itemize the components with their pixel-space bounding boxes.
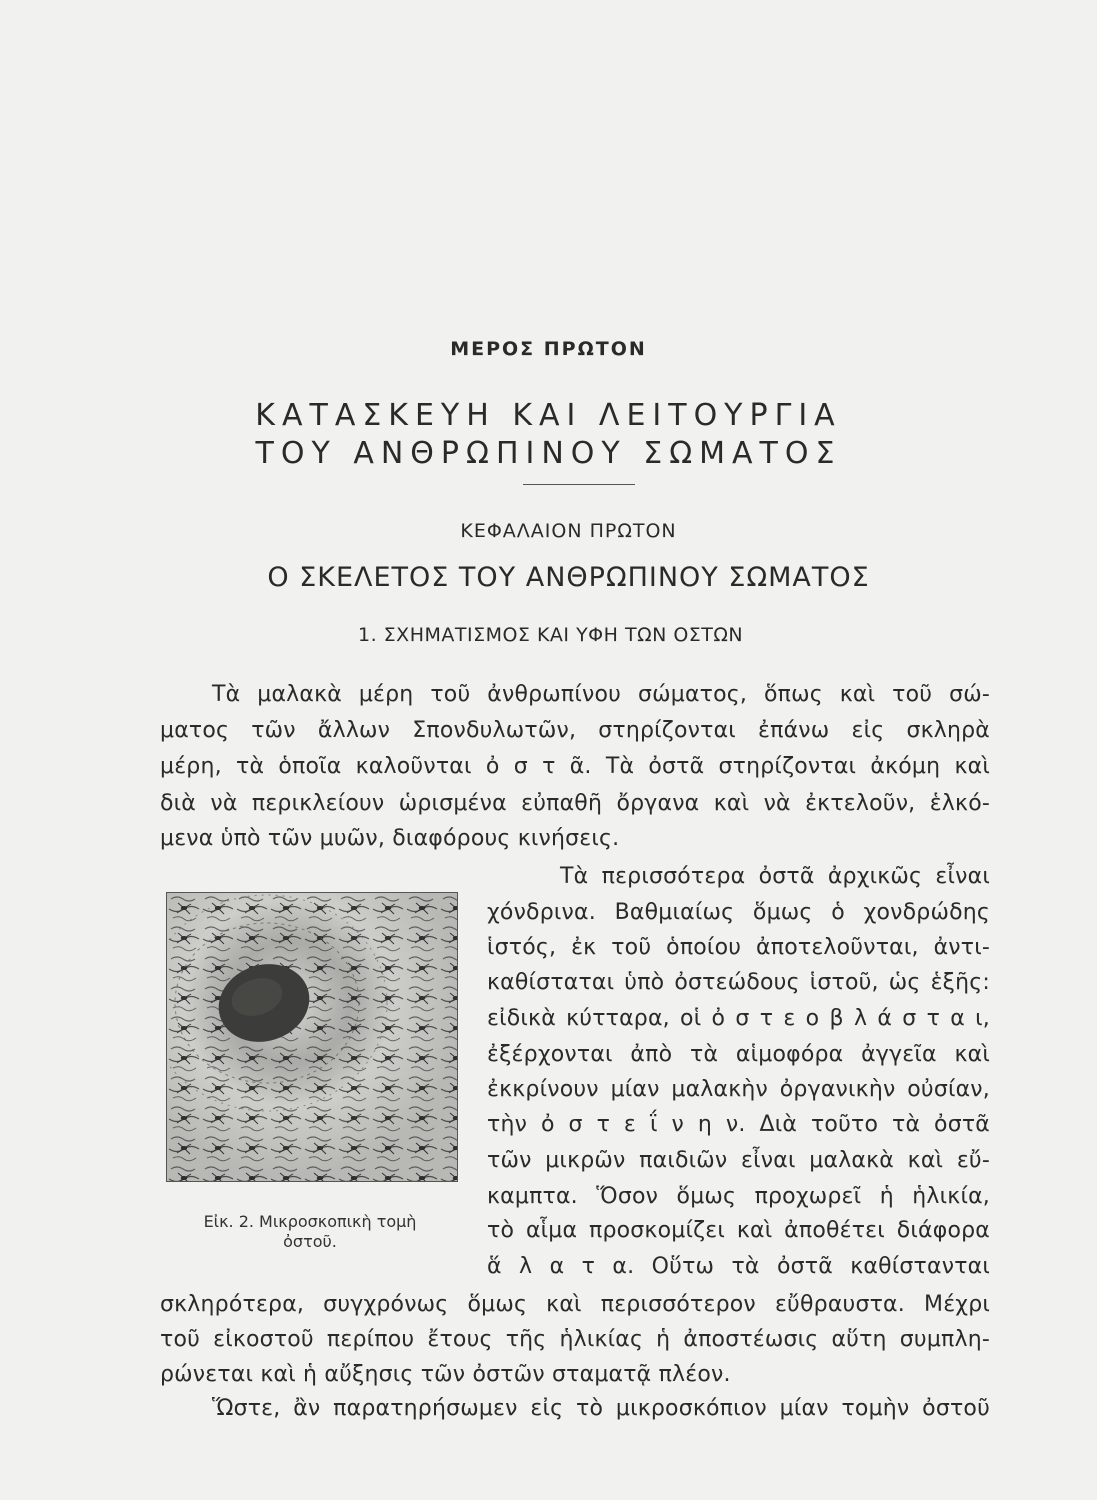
divider-rule (523, 484, 635, 485)
text-line: μέρη, τὰ ὁποῖα καλοῦνται ὀ σ τ ᾶ. Τὰ ὀστᾶ στηρίζονται ἀκόμη καὶ (160, 754, 990, 779)
text-line: καμπτα. Ὅσον ὅμως προχωρεῖ ἡ ἡλικία, (487, 1184, 990, 1209)
text-line: καθίσταται ὑπὸ ὀστεώδους ἱστοῦ, ὡς ἑξῆς: (487, 970, 990, 995)
text-line: Τὰ περισσότερα ὀστᾶ ἀρχικῶς εἶναι (560, 864, 990, 889)
text-line: εἰδικὰ κύτταρα, οἱ ὀ σ τ ε ο β λ ά σ τ α ι, (487, 1006, 990, 1031)
main-title-line-2: ΤΟΥ ΑΝΘΡΩΠΙΝΟΥ ΣΩΜΑΤΟΣ (255, 436, 842, 471)
figure-caption-line-2: ὀστοῦ. (283, 1232, 337, 1251)
bone-micrograph-figure (166, 892, 458, 1182)
text-line: ἐξέρχονται ἀπὸ τὰ αἱμοφόρα ἀγγεῖα καὶ (487, 1042, 990, 1067)
text-line: ματος τῶν ἄλλων Σπονδυλωτῶν, στηρίζονται ἐπάνω εἰς σκληρὰ (160, 718, 990, 743)
main-title-line-1: ΚΑΤΑΣΚΕΥΗ ΚΑΙ ΛΕΙΤΟΥΡΓΙΑ (255, 398, 842, 433)
text-line: Ὥστε, ἂν παρατηρήσωμεν εἰς τὸ μικροσκόπιον μίαν τομὴν ὀστοῦ (212, 1396, 990, 1421)
text-line: σκληρότερα, συγχρόνως ὅμως καὶ περισσότερον εὔθραυστα. Μέχρι (160, 1292, 990, 1317)
bone-section-illustration (167, 893, 457, 1181)
chapter-label: ΚΕΦΑΛΑΙΟΝ ΠΡΩΤΟΝ (460, 520, 677, 542)
part-heading: ΜΕΡΟΣ ΠΡΩΤΟΝ (450, 338, 647, 360)
text-line: ἅ λ α τ α. Οὕτω τὰ ὀστᾶ καθίστανται (487, 1254, 990, 1279)
text-line: τὴν ὀ σ τ ε ΐ ν η ν. Διὰ τοῦτο τὰ ὀστᾶ (487, 1112, 990, 1137)
text-line: τοῦ εἰκοστοῦ περίπου ἔτους τῆς ἡλικίας ἡ ἀποστέωσις αὕτη συμπλη- (160, 1327, 990, 1352)
text-line: τῶν μικρῶν παιδιῶν εἶναι μαλακὰ καὶ εὔ- (487, 1148, 990, 1173)
figure-caption-line-1: Εἰκ. 2. Μικροσκοπικὴ τομὴ (203, 1212, 417, 1231)
text-line: χόνδρινα. Βαθμιαίως ὅμως ὁ χονδρώδης (487, 900, 990, 925)
text-line: ρώνεται καὶ ἡ αὔξησις τῶν ὀστῶν σταματᾷ πλέον. (160, 1362, 731, 1387)
text-line: διὰ νὰ περικλείουν ὡρισμένα εὐπαθῆ ὄργανα καὶ νὰ ἐκτελοῦν, ἑλκό- (160, 791, 990, 816)
section-title: 1. ΣΧΗΜΑΤΙΣΜΟΣ ΚΑΙ ΥΦΗ ΤΩΝ ΟΣΤΩΝ (358, 624, 744, 646)
chapter-title: Ο ΣΚΕΛΕΤΟΣ ΤΟΥ ΑΝΘΡΩΠΙΝΟΥ ΣΩΜΑΤΟΣ (267, 562, 870, 593)
text-line: τὸ αἷμα προσκομίζει καὶ ἀποθέτει διάφορα (487, 1218, 990, 1243)
text-line: ἐκκρίνουν μίαν μαλακὴν ὀργανικὴν οὐσίαν, (487, 1077, 990, 1102)
text-line: Τὰ μαλακὰ μέρη τοῦ ἀνθρωπίνου σώματος, ὅπως καὶ τοῦ σώ- (212, 682, 990, 707)
text-line: μενα ὑπὸ τῶν μυῶν, διαφόρους κινήσεις. (160, 826, 620, 851)
text-line: ἱστός, ἐκ τοῦ ὁποίου ἀποτελοῦνται, ἀντι- (487, 935, 990, 960)
figure-caption (160, 1212, 460, 1252)
